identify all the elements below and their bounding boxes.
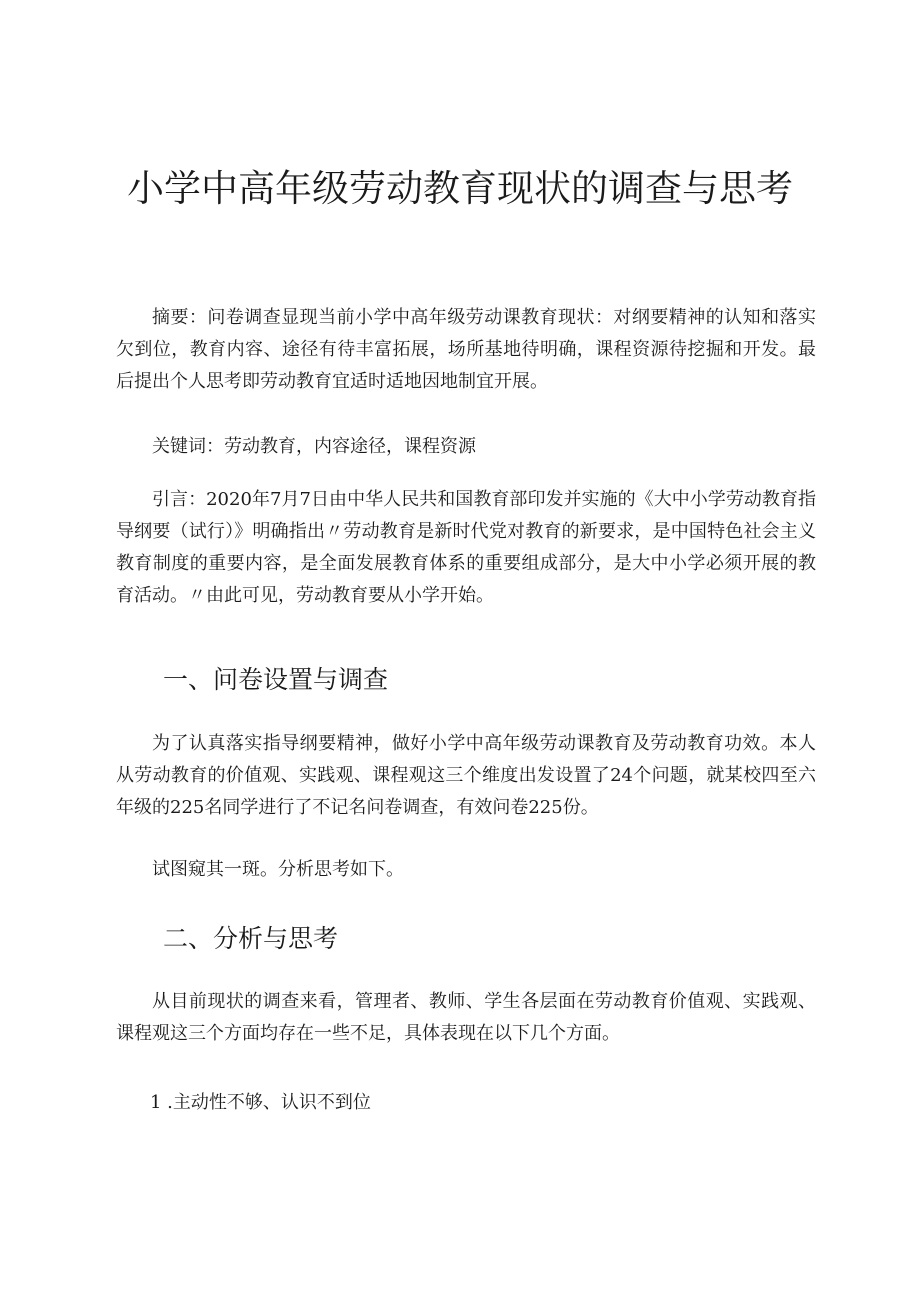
introduction-paragraph: 引言：2020年7月7日由中华人民共和国教育部印发并实施的《大中小学劳动教育指导纲要（试行）》明确指出〃劳动教育是新时代党对教育的新要求，是中国特色社会主义教育制度的重要内容，是全面发展教育体系的重要组成部分，是大中小学必须开展的教育活动。〃由此可见，劳动教育要从小学开始。 [116, 489, 816, 606]
analysis-paragraph: 从目前现状的调查来看，管理者、教师、学生各层面在劳动教育价值观、实践观、课程观这三个方面均存在一些不足，具体表现在以下几个方面。 [116, 991, 816, 1044]
abstract-paragraph: 摘要：问卷调查显现当前小学中高年级劳动课教育现状：对纲要精神的认知和落实欠到位，教育内容、途径有待丰富拓展，场所基地待明确，课程资源待挖掘和开发。最后提出个人思考即劳动教育宜适时适地因地制宜开展。 [116, 307, 816, 392]
page-title: 小学中高年级劳动教育现状的调查与思考 [127, 167, 793, 210]
list-item: 1 .主动性不够、认识不到位 [150, 1092, 371, 1113]
section-heading-analysis: 二、分析与思考 [163, 924, 339, 953]
survey-paragraph: 为了认真落实指导纲要精神，做好小学中高年级劳动课教育及劳动教育功效。本人从劳动教育的价值观、实践观、课程观这三个维度出发设置了24个问题，就某校四至六年级的225名同学进行了不记名问卷调查，有效问卷225份。 [116, 733, 816, 818]
section-heading-survey: 一、问卷设置与调查 [163, 665, 389, 694]
survey-paragraph-2: 试图窥其一斑。分析思考如下。 [152, 859, 404, 880]
keywords-paragraph: 关键词：劳动教育，内容途径，课程资源 [152, 436, 476, 457]
